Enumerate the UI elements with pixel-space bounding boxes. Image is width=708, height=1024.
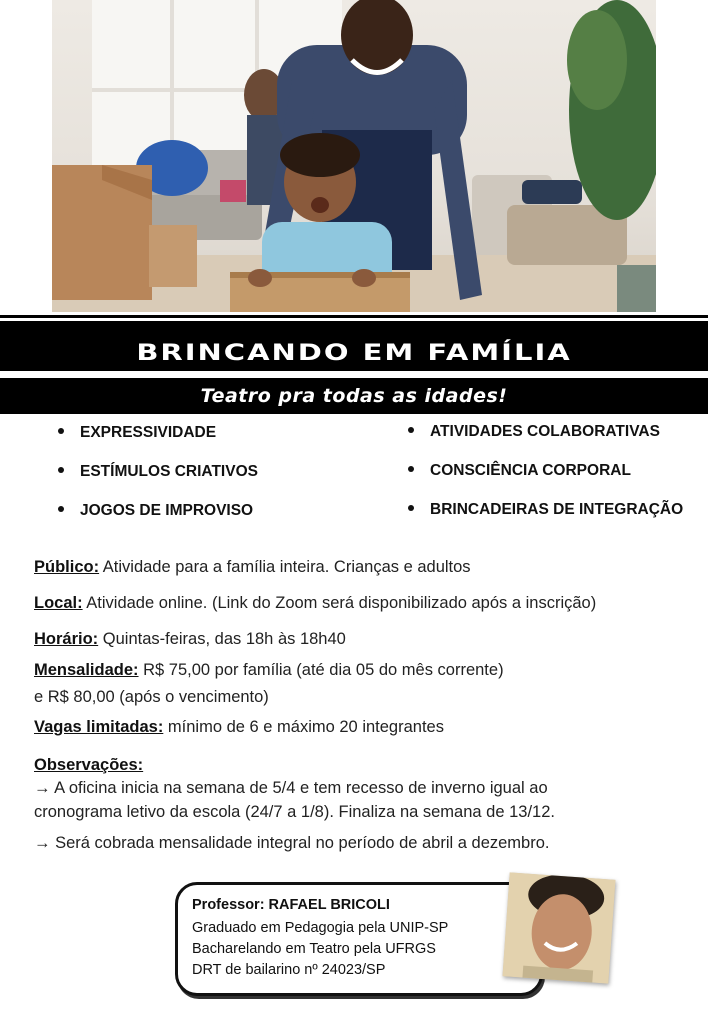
professor-line: Graduado em Pedagogia pela UNIP-SP: [192, 920, 449, 936]
professor-line: Bacharelando em Teatro pela UFRGS: [192, 941, 436, 957]
info-label: Público:: [34, 558, 100, 576]
page-title: BRINCANDO EM FAMÍLIA: [136, 338, 572, 366]
info-value: mínimo de 6 e máximo 20 integrantes: [167, 718, 444, 736]
bullet-dot-icon: [408, 466, 414, 472]
info-value: e R$ 80,00 (após o vencimento): [34, 688, 269, 706]
bullet-item: [408, 501, 683, 519]
info-value: R$ 75,00 por família (até dia 05 do mês corrente): [143, 661, 504, 679]
info-vagas: [34, 718, 444, 737]
info-horario: [34, 630, 346, 649]
bullet-label: CONSCIÊNCIA CORPORAL: [430, 462, 631, 479]
bullet-item: [58, 463, 258, 481]
info-value: Atividade online. (Link do Zoom será disponibilizado após a inscrição): [86, 594, 597, 612]
info-local: [34, 594, 596, 613]
bullet-label: ATIVIDADES COLABORATIVAS: [430, 423, 660, 440]
bullet-item: [58, 502, 253, 520]
info-value: Quintas-feiras, das 18h às 18h40: [102, 630, 346, 648]
bullet-item: [408, 462, 631, 480]
page-subtitle: Teatro pra todas as idades!: [200, 385, 508, 407]
title-band: [0, 318, 708, 371]
bullet-item: [58, 424, 216, 442]
professor-line: DRT de bailarino nº 24023/SP: [192, 962, 386, 978]
professor-name: Professor: RAFAEL BRICOLI: [192, 897, 390, 913]
observacoes-label: [34, 756, 143, 775]
bullet-dot-icon: [58, 428, 64, 434]
bullet-dot-icon: [58, 467, 64, 473]
obs-line: cronograma letivo da escola (24/7 a 1/8). Finaliza na semana de 13/12.: [34, 803, 555, 821]
info-mensalidade: [34, 661, 504, 680]
bullet-label: BRINCADEIRAS DE INTEGRAÇÃO: [430, 501, 684, 518]
professor-photo-icon: [503, 872, 616, 983]
obs-label: Observações:: [34, 756, 144, 774]
hero-photo: [52, 0, 656, 312]
obs-line: → A oficina inicia na semana de 5/4 e tem recesso de inverno igual ao: [34, 779, 548, 797]
obs-line: → Será cobrada mensalidade integral no período de abril a dezembro.: [34, 834, 550, 852]
bullet-label: JOGOS DE IMPROVISO: [80, 502, 254, 519]
bullet-dot-icon: [408, 505, 414, 511]
info-label: Vagas limitadas:: [34, 718, 164, 736]
info-mensalidade-2: [34, 688, 269, 707]
bullet-label: ESTÍMULOS CRIATIVOS: [80, 463, 258, 480]
professor-photo: [503, 872, 616, 983]
bullet-label: EXPRESSIVIDADE: [80, 424, 217, 441]
info-label: Local:: [34, 594, 83, 612]
bullet-dot-icon: [58, 506, 64, 512]
subtitle-band: [0, 378, 708, 414]
bullet-item: [408, 423, 660, 441]
info-value: Atividade para a família inteira. Crianças e adultos: [102, 558, 471, 576]
info-publico: [34, 558, 471, 577]
info-label: Horário:: [34, 630, 99, 648]
info-label: Mensalidade:: [34, 661, 139, 679]
bullet-dot-icon: [408, 427, 414, 433]
family-photo-icon: [52, 0, 656, 312]
professor-card: [175, 882, 543, 996]
